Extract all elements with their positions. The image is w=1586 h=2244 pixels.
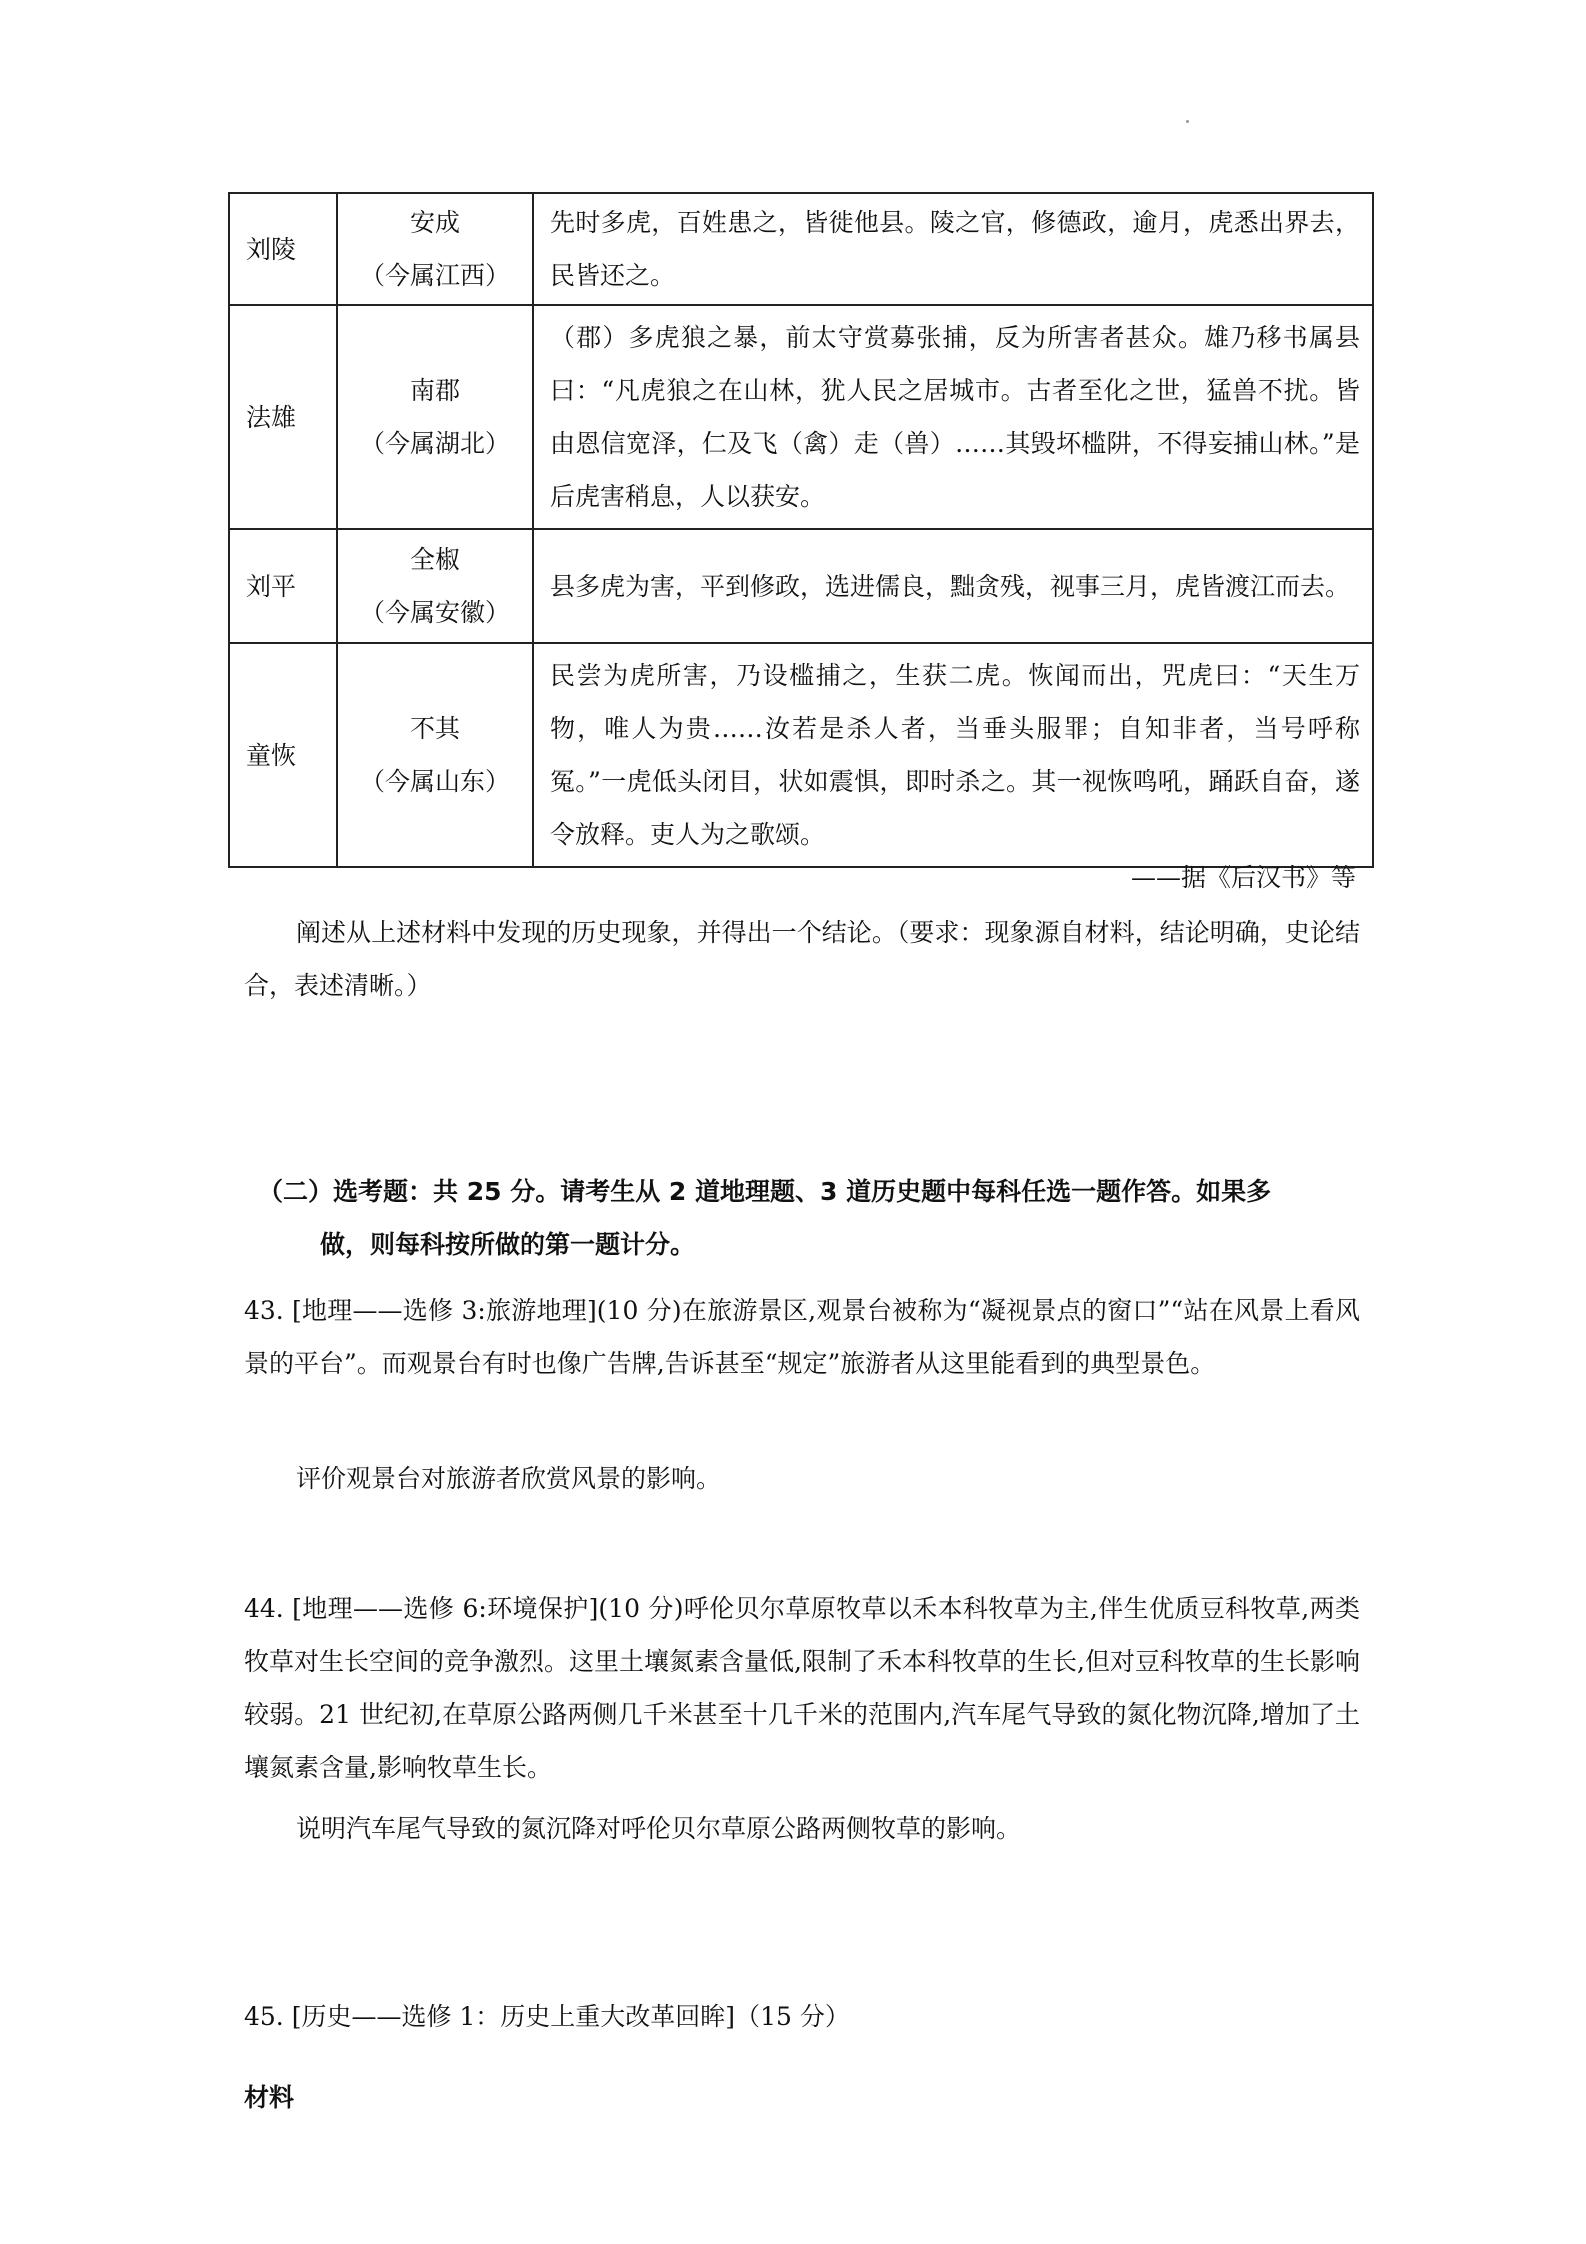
q45-title: 45. [历史——选修 1：历史上重大改革回眸]（15 分） [244, 2002, 850, 2031]
person-cell: 法雄 [229, 305, 337, 529]
q43-prompt: 评价观景台对旅游者欣赏风景的影响。 [296, 1464, 722, 1493]
place-name: 安成 [409, 208, 460, 237]
place-cell [337, 305, 533, 529]
q44-prompt: 说明汽车尾气导致的氮沉降对呼伦贝尔草原公路两侧牧草的影响。 [296, 1814, 1022, 1843]
table-row [229, 305, 1373, 529]
place-name: 不其 [409, 714, 460, 743]
history-table [228, 192, 1374, 868]
record-cell: 先时多虎，百姓患之，皆徙他县。陵之官，修德政，逾月，虎悉出界去，民皆还之。 [533, 193, 1373, 305]
place-cell [337, 193, 533, 305]
modern-location: （今属江西） [359, 261, 510, 290]
person-cell: 童恢 [229, 643, 337, 867]
q44-text: 44. [地理——选修 6:环境保护](10 分)呼伦贝尔草原牧草以禾本科牧草为主,伴生优质豆科牧草,两类牧草对生长空间的竞争激烈。这里土壤氮素含量低,限制了禾本科牧草的生长,但对豆科牧草的生长影响较弱。21 世纪初,在草原公路两侧几千米甚至十几千米的范围内,汽车尾气导致的氮化物沉降,增加了土壤氮素含量,影响牧草生长。 [244, 1594, 1360, 1782]
place-name: 全椒 [409, 545, 460, 574]
record-cell: 县多虎为害，平到修政，选进儒良，黜贪残，视事三月，虎皆渡江而去。 [533, 529, 1373, 643]
table-row [229, 193, 1373, 305]
table-row [229, 643, 1373, 867]
section-heading-line2: 做，则每科按所做的第一题计分。 [320, 1230, 696, 1259]
speck [1186, 120, 1189, 123]
person-cell: 刘平 [229, 529, 337, 643]
person-cell: 刘陵 [229, 193, 337, 305]
source-citation: ——据《后汉书》等 [1130, 863, 1356, 892]
section-heading-line1: （二）选考题：共 25 分。请考生从 2 道地理题、3 道历史题中每科任选一题作答。如果多 [258, 1177, 1272, 1206]
modern-location: （今属山东） [359, 767, 510, 796]
table-row [229, 529, 1373, 643]
record-cell: （郡）多虎狼之暴，前太守赏募张捕，反为所害者甚众。雄乃移书属县曰：“凡虎狼之在山林，犹人民之居城市。古者至化之世，猛兽不扰。皆由恩信宽泽，仁及飞（禽）走（兽）……其毁坏槛阱，不得妄捕山林。”是后虎害稍息，人以获安。 [533, 305, 1373, 529]
modern-location: （今属湖北） [359, 429, 510, 458]
modern-location: （今属安徽） [359, 598, 510, 627]
place-cell [337, 643, 533, 867]
record-cell: 民尝为虎所害，乃设槛捕之，生获二虎。恢闻而出，咒虎曰：“天生万物，唯人为贵……汝若是杀人者，当垂头服罪；自知非者，当号呼称冤。”一虎低头闭目，状如震惧，即时杀之。其一视恢鸣吼，踊跃自奋，遂令放释。吏人为之歌颂。 [533, 643, 1373, 867]
place-cell [337, 529, 533, 643]
section-heading [258, 1165, 1368, 1271]
q43-text: 43. [地理——选修 3:旅游地理](10 分)在旅游景区,观景台被称为“凝视景点的窗口”“站在风景上看风景的平台”。而观景台有时也像广告牌,告诉甚至“规定”旅游者从这里能看到的典型景色。 [244, 1296, 1360, 1378]
q42-prompt: 阐述从上述材料中发现的历史现象，并得出一个结论。（要求：现象源自材料，结论明确，史论结合，表述清晰。） [244, 918, 1360, 1000]
material-label: 材料 [244, 2083, 295, 2112]
place-name: 南郡 [409, 376, 460, 405]
